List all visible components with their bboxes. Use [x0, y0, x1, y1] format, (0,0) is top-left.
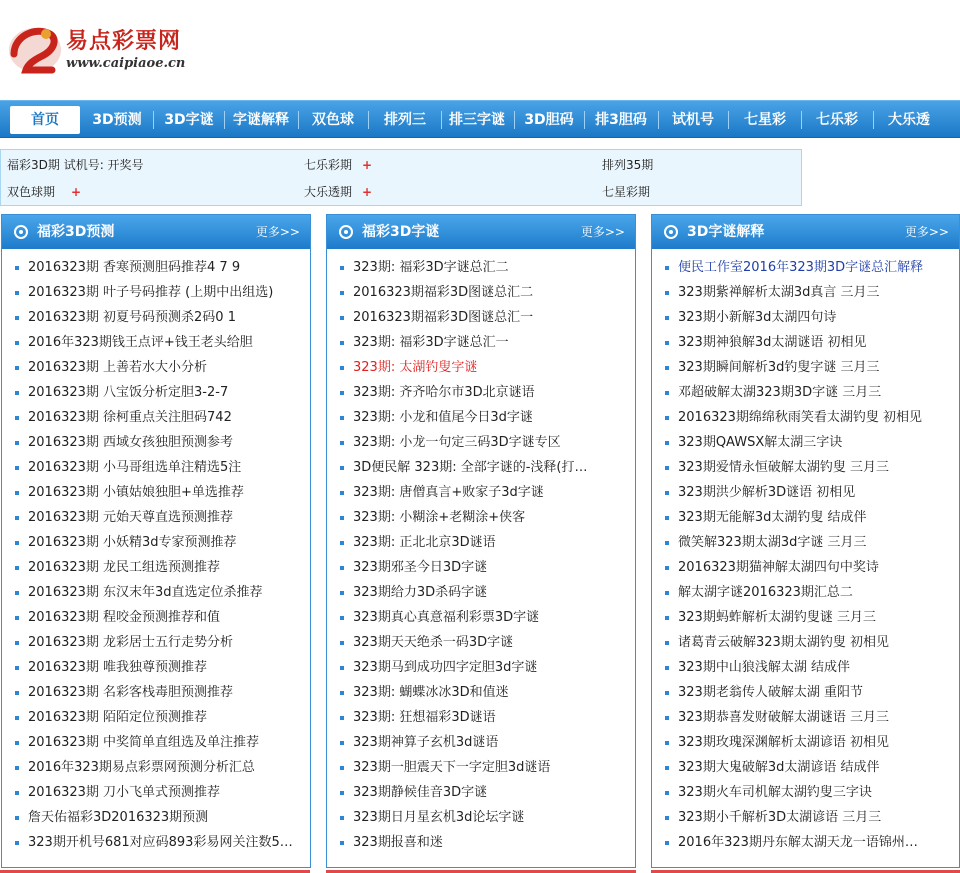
- list-item[interactable]: 2016323期福彩3D图谜总汇一: [339, 305, 631, 330]
- list-item[interactable]: 2016323期 西域女孩独胆预测参考: [14, 430, 306, 455]
- expand-icon[interactable]: +: [71, 185, 82, 199]
- list-item[interactable]: 2016323期 唯我独尊预测推荐: [14, 655, 306, 680]
- list-item[interactable]: 2016323期福彩3D图谜总汇二: [339, 280, 631, 305]
- list-item[interactable]: 323期小新解3d太湖四句诗: [664, 305, 956, 330]
- logo-url: www.caipiaoe.cn: [66, 56, 186, 71]
- list-item[interactable]: 323期: 小龙和值尾今日3d字谜: [339, 405, 631, 430]
- list-item[interactable]: 邓超破解太湖323期3D字谜 三月三: [664, 380, 956, 405]
- list-item[interactable]: 323期玫瑰深渊解析太湖谚语 初相见: [664, 730, 956, 755]
- list-item[interactable]: 323期: 唐僧真言+败家子3d字谜: [339, 480, 631, 505]
- nav-home[interactable]: 首页: [10, 106, 80, 134]
- list-item[interactable]: 323期恭喜发财破解太湖谜语 三月三: [664, 705, 956, 730]
- list-item[interactable]: 323期日月星玄机3d论坛字谜: [339, 805, 631, 830]
- site-header: [0, 0, 960, 100]
- list-item[interactable]: 323期洪少解析3D谜语 初相见: [664, 480, 956, 505]
- list-item[interactable]: 2016323期 初夏号码预测杀2码0 1: [14, 305, 306, 330]
- list-item[interactable]: 323期: 狂想福彩3D谜语: [339, 705, 631, 730]
- list-item[interactable]: 微笑解323期太湖3d字谜 三月三: [664, 530, 956, 555]
- ticker-dlt[interactable]: 大乐透期 +: [304, 185, 373, 199]
- list-item[interactable]: 323期一胆震天下一字定胆3d谜语: [339, 755, 631, 780]
- list-item[interactable]: 323期中山狼浅解太湖 结成伴: [664, 655, 956, 680]
- more-link[interactable]: 更多>>: [255, 225, 300, 239]
- column-title[interactable]: 福彩3D字谜: [362, 224, 440, 240]
- list-item[interactable]: 323期蚂蚱解析太湖钓叟谜 三月三: [664, 605, 956, 630]
- list-item[interactable]: 2016年323期丹东解太湖天龙一语锦州…: [664, 830, 956, 855]
- list-item[interactable]: 2016323期 东汉末年3d直选定位杀推荐: [14, 580, 306, 605]
- list-item[interactable]: 323期邪圣今日3D字谜: [339, 555, 631, 580]
- logo-text: 易点彩票网: [66, 29, 182, 54]
- list-item[interactable]: 2016323期 陌陌定位预测推荐: [14, 705, 306, 730]
- news-column: [1, 214, 311, 868]
- ticker-fc3d[interactable]: 福彩3D期 试机号: 开奖号: [7, 158, 144, 172]
- column-title[interactable]: 3D字谜解释: [687, 224, 765, 240]
- list-item[interactable]: 323期神狼解3d太湖谜语 初相见: [664, 330, 956, 355]
- nav-3d-riddle[interactable]: 3D字谜: [164, 112, 214, 128]
- list-item[interactable]: 323期小千解析3D太湖谚语 三月三: [664, 805, 956, 830]
- list-item[interactable]: 2016323期 名彩客栈毒胆预测推荐: [14, 680, 306, 705]
- nav-test-number[interactable]: 试机号: [672, 112, 714, 128]
- list-item[interactable]: 323期无能解3d太湖钓叟 结成伴: [664, 505, 956, 530]
- list-item[interactable]: 323期: 福彩3D字谜总汇一: [339, 330, 631, 355]
- list-item[interactable]: 323期: 小糊涂+老糊涂+侠客: [339, 505, 631, 530]
- list-item[interactable]: 323期: 正北北京3D谜语: [339, 530, 631, 555]
- nav-qxc[interactable]: 七星彩: [744, 112, 786, 128]
- list-item[interactable]: 2016323期 上善若水大小分析: [14, 355, 306, 380]
- draw-ticker: [0, 149, 802, 206]
- list-item[interactable]: 2016323期 中奖简单直组选及单注推荐: [14, 730, 306, 755]
- nav-qlc[interactable]: 七乐彩: [816, 112, 858, 128]
- list-item[interactable]: 2016323期 小妖精3d专家预测推荐: [14, 530, 306, 555]
- list-item[interactable]: 2016323期 元始天尊直选预测推荐: [14, 505, 306, 530]
- list-item[interactable]: 323期马到成功四字定胆3d字谜: [339, 655, 631, 680]
- list-item[interactable]: 2016323期 徐柯重点关注胆码742: [14, 405, 306, 430]
- ticker-pl3[interactable]: 排列35期: [602, 158, 654, 172]
- expand-icon[interactable]: +: [362, 158, 373, 172]
- list-item[interactable]: 323期紫禅解析太湖3d真言 三月三: [664, 280, 956, 305]
- nav-pl3-riddle[interactable]: 排三字谜: [449, 112, 505, 128]
- list-item[interactable]: 323期: 蝴蝶冰冰3D和值迷: [339, 680, 631, 705]
- list-item[interactable]: 323期大鬼破解3d太湖谚语 结成伴: [664, 755, 956, 780]
- list-item[interactable]: 2016年323期易点彩票网预测分析汇总: [14, 755, 306, 780]
- more-link[interactable]: 更多>>: [904, 225, 949, 239]
- list-item[interactable]: 323期神算子玄机3d谜语: [339, 730, 631, 755]
- list-item[interactable]: 便民工作室2016年323期3D字谜总汇解释: [664, 255, 956, 280]
- nav-3d-forecast[interactable]: 3D预测: [92, 112, 142, 128]
- news-column: [326, 214, 636, 868]
- list-item[interactable]: 詹天佑福彩3D2016323期预测: [14, 805, 306, 830]
- article-list: [2, 249, 310, 855]
- list-item[interactable]: 323期: 太湖钓叟字谜: [339, 355, 631, 380]
- list-item[interactable]: 323期: 齐齐哈尔市3D北京谜语: [339, 380, 631, 405]
- list-item[interactable]: 解太湖字谜2016323期汇总二: [664, 580, 956, 605]
- list-item[interactable]: 2016323期 龙民工组选预测推荐: [14, 555, 306, 580]
- list-item[interactable]: 323期真心真意福利彩票3D字谜: [339, 605, 631, 630]
- target-icon: [14, 225, 28, 239]
- list-item[interactable]: 3D便民解 323期: 全部字谜的-浅释(打…: [339, 455, 631, 480]
- list-item[interactable]: 2016323期绵绵秋雨笑看太湖钓叟 初相见: [664, 405, 956, 430]
- news-column: [651, 214, 960, 868]
- list-item[interactable]: 2016323期 小马哥组选单注精选5注: [14, 455, 306, 480]
- logo-swirl-icon: [6, 20, 64, 78]
- nav-pl3[interactable]: 排列三: [384, 112, 426, 128]
- list-item[interactable]: 2016323期猫神解太湖四句中奖诗: [664, 555, 956, 580]
- list-item[interactable]: 2016323期 叶子号码推荐 (上期中出组选): [14, 280, 306, 305]
- article-list: [327, 249, 635, 855]
- nav-pl3-dan[interactable]: 排3胆码: [595, 112, 647, 128]
- list-item[interactable]: 323期火车司机解太湖钓叟三字诀: [664, 780, 956, 805]
- list-item[interactable]: 323期报喜和迷: [339, 830, 631, 855]
- list-item[interactable]: 323期天天绝杀一码3D字谜: [339, 630, 631, 655]
- expand-icon[interactable]: +: [362, 185, 373, 199]
- list-item[interactable]: 2016323期 龙彩居士五行走势分析: [14, 630, 306, 655]
- list-item[interactable]: 2016323期 程咬金预测推荐和值: [14, 605, 306, 630]
- list-item[interactable]: 323期爱情永恒破解太湖钓叟 三月三: [664, 455, 956, 480]
- list-item[interactable]: 2016年323期钱王点评+钱王老头给胆: [14, 330, 306, 355]
- nav-dlt[interactable]: 大乐透: [888, 112, 930, 128]
- list-item[interactable]: 323期: 福彩3D字谜总汇二: [339, 255, 631, 280]
- list-item[interactable]: 323期: 小龙一句定三码3D字谜专区: [339, 430, 631, 455]
- list-item[interactable]: 323期静候佳音3D字谜: [339, 780, 631, 805]
- target-icon: [664, 225, 678, 239]
- list-item[interactable]: 2016323期 八宝饭分析定胆3-2-7: [14, 380, 306, 405]
- list-item[interactable]: 323期开机号681对应码893彩易网关注数5…: [14, 830, 306, 855]
- nav-3d-dan[interactable]: 3D胆码: [524, 112, 574, 128]
- list-item[interactable]: 323期QAWSX解太湖三字诀: [664, 430, 956, 455]
- column-header: [327, 215, 635, 249]
- list-item[interactable]: 323期瞬间解析3d钓叟字谜 三月三: [664, 355, 956, 380]
- ticker-qxc[interactable]: 七星彩期: [602, 185, 651, 199]
- list-item[interactable]: 2016323期 香寒预测胆码推荐4 7 9: [14, 255, 306, 280]
- column-header: [652, 215, 959, 249]
- ticker-ssq[interactable]: 双色球期 +: [7, 185, 82, 199]
- list-item[interactable]: 323期老翁传人破解太湖 重阳节: [664, 680, 956, 705]
- list-item[interactable]: 诸葛青云破解323期太湖钓叟 初相见: [664, 630, 956, 655]
- list-item[interactable]: 2016323期 刀小飞单式预测推荐: [14, 780, 306, 805]
- site-logo[interactable]: [6, 20, 206, 80]
- ticker-qlc[interactable]: 七乐彩期 +: [304, 158, 373, 172]
- column-title[interactable]: 福彩3D预测: [37, 224, 115, 240]
- target-icon: [339, 225, 353, 239]
- list-item[interactable]: 2016323期 小镇姑娘独胆+单选推荐: [14, 480, 306, 505]
- main-nav: [0, 100, 960, 138]
- article-list: [652, 249, 959, 855]
- nav-riddle-explain[interactable]: 字谜解释: [233, 112, 289, 128]
- list-item[interactable]: 323期给力3D杀码字谜: [339, 580, 631, 605]
- nav-ssq[interactable]: 双色球: [312, 112, 354, 128]
- column-header: [2, 215, 310, 249]
- more-link[interactable]: 更多>>: [580, 225, 625, 239]
